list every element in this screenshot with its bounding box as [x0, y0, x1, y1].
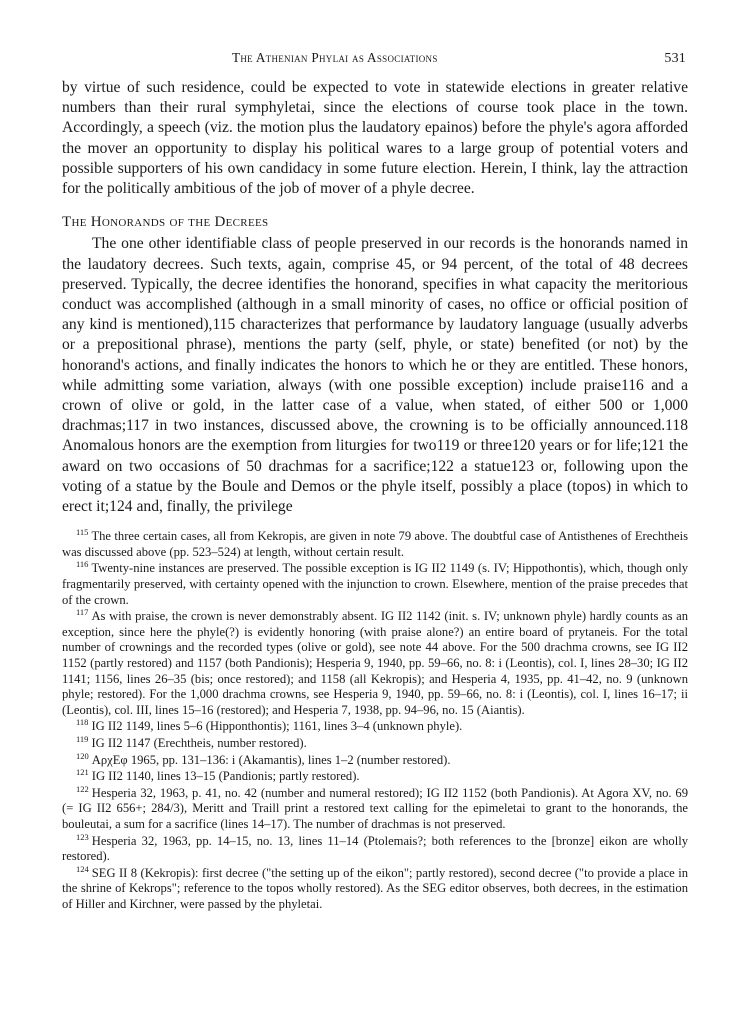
footnote-number: 117: [76, 607, 89, 618]
continuation-paragraph: by virtue of such residence, could be expected to vote in statewide elections in greater relative numbers than their rural symphyletai, since the elections of course took place in the town. Accordingly, a speech (viz. the motion plus the laudatory epainos) before the phyle's agora afforded the mover an opportunity to display his political wares to a large group of potential voters and possible supporters of his own candidacy in some future election. Herein, I think, lay the attraction for the politically ambitious of the job of mover of a phyle decree.: [62, 79, 688, 198]
footnote-number: 118: [76, 717, 89, 728]
footnote: [62, 529, 688, 560]
section-paragraph: The one other identifiable class of people preserved in our records is the honorands named in the laudatory decrees. Such texts, again, comprise 45, or 94 percent, of the total of 48 decrees preserved. Typically, the decree identifies the honorand, specifies in what capacity the meritorious conduct was accomplished (although in a small minority of cases, no office or official position of any kind is mentioned),115 characterizes that performance by laudatory language (usually adverbs or a prepositional phrase), mentions the party (self, phyle, or state) benefited (or not) by the honorand's actions, and finally indicates the honors to which he or they are entitled. These honors, while admitting some variation, always (with one possible exception) include praise116 and a crown of olive or gold, in the latter case of a value, when stated, of either 500 or 1,000 drachmas;117 in two instances, discussed above, the crowning is to be officially announced.118 Anomalous honors are the exemption from liturgies for two119 or three120 years or for life;121 the award on two occasions of 50 drachmas for a sacrifice;122 a statue123 or, following upon the voting of a statue by the Boule and Demos or the phyle itself, possibly a place (topos) in which to erect it;124 and, finally, the privilege: [62, 235, 688, 516]
footnote-number: 123: [76, 831, 89, 842]
footnote-text: As with praise, the crown is never demonstrably absent. IG II2 1142 (init. s. IV; unknown phyle) hardly counts as an exception, since here the phyle(?) is evidently honoring (with praise alone?) an entire board of prytaneis. For the total number of crownings and the recorded types (olive or gold), see note 44 above. For the 500 drachma crowns, see IG II2 1152 (partly restored) and 1157 (both Pandionis); Hesperia 9, 1940, pp. 59–66, no. 8: i (Leontis), col. I, lines 28–30; IG II2 1141; 1156, lines 26–35 (bis; once restored); and 1158 (all Kekropis); and Hesperia 4, 1935, pp. 41–42, no. 9 (unknown phyle; restored). For the 1,000 drachma crowns, see Hesperia 9, 1940, pp. 59–66, no. 8: i (Leontis), col. I, lines 16–17; ii (Leontis), col. III, lines 15–16 (restored); and Hesperia 7, 1938, pp. 94–96, no. 15 (Aiantis).: [62, 609, 688, 717]
footnote-text: ΑρχΕφ 1965, pp. 131–136: i (Akamantis), lines 1–2 (number restored).: [91, 752, 451, 767]
running-head: [62, 50, 688, 72]
footnote: [62, 783, 688, 833]
footnote-text: IG II2 1147 (Erechtheis, number restored).: [91, 735, 307, 750]
running-head-title: The Athenian Phylai as Associations: [232, 50, 438, 65]
footnote-number: 122: [76, 783, 89, 794]
footnote: [62, 561, 688, 608]
footnote: [62, 733, 688, 752]
footnote: [62, 863, 688, 913]
footnote: [62, 831, 688, 865]
footnote-number: 119: [76, 733, 89, 744]
section-heading: The Honorands of the Decrees: [62, 214, 269, 231]
footnote-text: Hesperia 32, 1963, pp. 14–15, no. 13, lines 11–14 (Ptolemais?; both references to the [bronze] eikon are wholly restored).: [62, 833, 688, 864]
footnote: [62, 719, 688, 735]
footnote-number: 124: [76, 863, 89, 874]
footnote-number: 120: [76, 750, 89, 761]
footnotes: [62, 529, 688, 912]
footnote: [62, 609, 688, 718]
footnote-number: 115: [76, 527, 89, 538]
footnote-text: SEG II 8 (Kekropis): first decree ("the setting up of the eikon"; partly restored), second decree ("to provide a place in the shrine of Kekrops"; reference to the topos wholly restored). As the SEG editor observes, both decrees, in the estimation of Hiller and Kirchner, were passed by the phyletai.: [62, 865, 688, 911]
footnote-number: 116: [76, 559, 89, 570]
body-text: [62, 78, 688, 517]
footnote-text: Hesperia 32, 1963, p. 41, no. 42 (number and numeral restored); IG II2 1152 (both Pandionis). At Agora XV, no. 69 (= IG II2 656+; 284/3), Meritt and Traill print a restored text calling for the epimeletai to grant to the honorands, the bouleutai, a sum for a sacrifice (lines 14–17). The number of drachmas is not preserved.: [62, 785, 688, 831]
footnote-number: 121: [76, 767, 89, 778]
footnote-text: IG II2 1140, lines 13–15 (Pandionis; partly restored).: [91, 769, 360, 784]
footnote: [62, 750, 688, 769]
footnote-text: The three certain cases, all from Kekropis, are given in note 79 above. The doubtful case of Antisthenes of Erechtheis was discussed above (pp. 523–524) at length, without certain result.: [62, 529, 688, 559]
footnote-text: IG II2 1149, lines 5–6 (Hipponthontis); 1161, lines 3–4 (unknown phyle).: [91, 719, 463, 734]
page-number: 531: [664, 51, 686, 66]
footnote-text: Twenty-nine instances are preserved. The possible exception is IG II2 1149 (s. IV; Hippothontis), which, though only fragmentarily preserved, with certainty opened with the injunction to crown. Elsewhere, mention of the praise precedes that of the crown.: [62, 561, 688, 607]
footnote: [62, 769, 688, 785]
